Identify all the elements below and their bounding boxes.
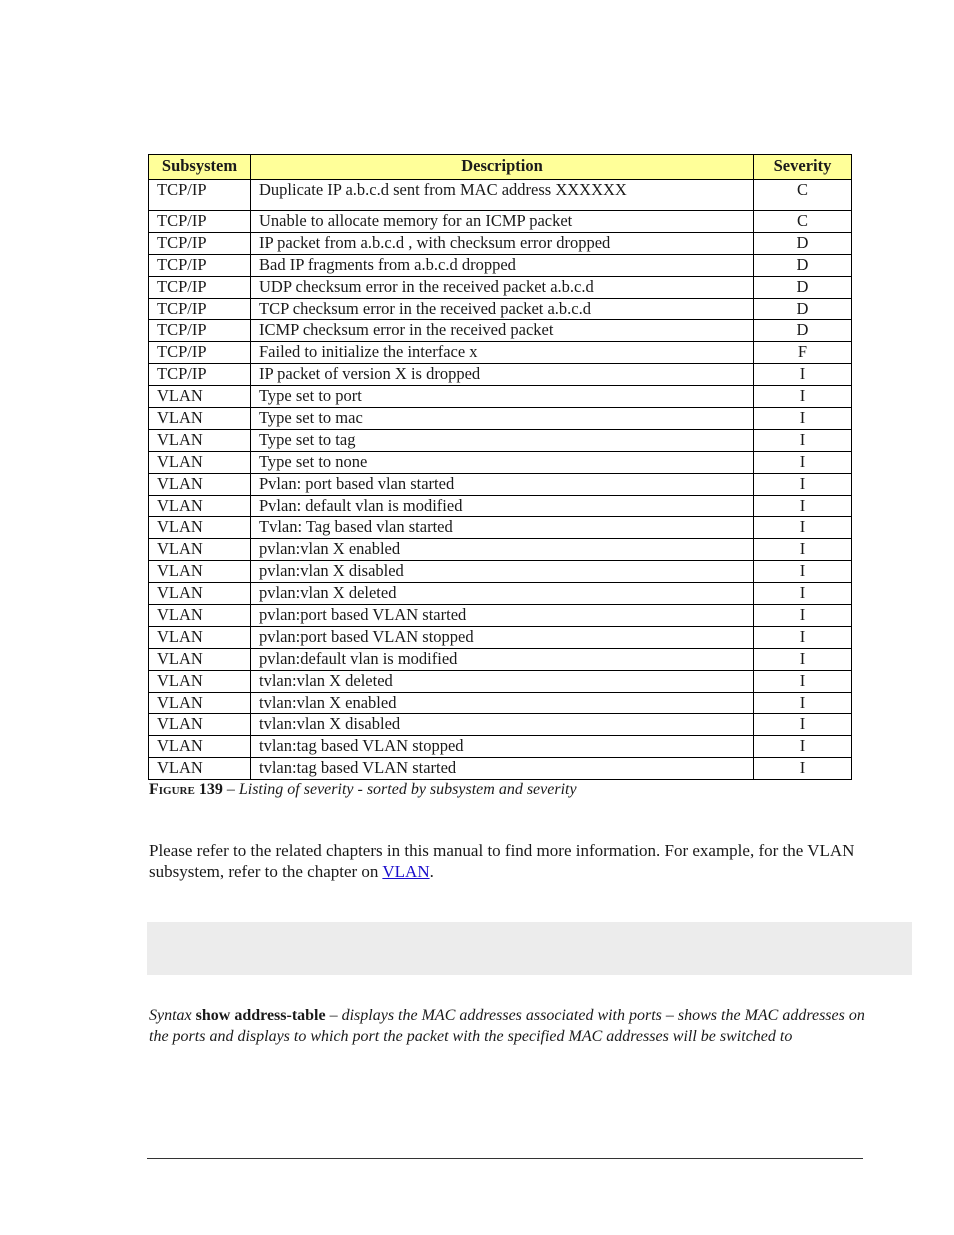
- cell-subsystem: TCP/IP: [149, 342, 251, 364]
- table-row: [149, 648, 852, 670]
- vlan-chapter-link[interactable]: VLAN: [382, 862, 430, 881]
- cell-description: Failed to initialize the interface x: [251, 342, 754, 364]
- cell-description: UDP checksum error in the received packet a.b.c.d: [251, 276, 754, 298]
- table-body: [149, 180, 852, 780]
- footer-rule: [147, 1158, 863, 1159]
- table-row: [149, 180, 852, 211]
- cell-subsystem: VLAN: [149, 495, 251, 517]
- header-severity: Severity: [754, 155, 852, 180]
- cell-subsystem: VLAN: [149, 429, 251, 451]
- table-row: [149, 626, 852, 648]
- cell-severity: I: [754, 714, 852, 736]
- cell-subsystem: VLAN: [149, 714, 251, 736]
- cell-description: TCP checksum error in the received packet a.b.c.d: [251, 298, 754, 320]
- syntax-paragraph: [149, 1005, 865, 1047]
- cell-description: IP packet of version X is dropped: [251, 364, 754, 386]
- cell-description: pvlan:port based VLAN started: [251, 605, 754, 627]
- table-row: [149, 539, 852, 561]
- cell-severity: I: [754, 670, 852, 692]
- cell-description: tvlan:vlan X deleted: [251, 670, 754, 692]
- cell-subsystem: TCP/IP: [149, 211, 251, 233]
- syntax-command: show address-table: [195, 1007, 326, 1024]
- command-heading-band: [147, 922, 912, 975]
- cell-description: Bad IP fragments from a.b.c.d dropped: [251, 254, 754, 276]
- cell-description: Type set to port: [251, 386, 754, 408]
- cell-description: Duplicate IP a.b.c.d sent from MAC address XXXXXX: [251, 180, 754, 211]
- cell-severity: I: [754, 561, 852, 583]
- cell-description: tvlan:tag based VLAN stopped: [251, 736, 754, 758]
- table-row: [149, 232, 852, 254]
- cell-subsystem: VLAN: [149, 473, 251, 495]
- cell-severity: I: [754, 626, 852, 648]
- cell-description: pvlan:port based VLAN stopped: [251, 626, 754, 648]
- cell-subsystem: VLAN: [149, 626, 251, 648]
- cell-description: pvlan:vlan X enabled: [251, 539, 754, 561]
- cell-subsystem: TCP/IP: [149, 232, 251, 254]
- cell-subsystem: VLAN: [149, 408, 251, 430]
- cell-subsystem: VLAN: [149, 539, 251, 561]
- table-header-row: [149, 155, 852, 180]
- cell-description: Unable to allocate memory for an ICMP packet: [251, 211, 754, 233]
- syntax-dash: –: [325, 1007, 342, 1024]
- cell-subsystem: VLAN: [149, 451, 251, 473]
- cell-severity: I: [754, 429, 852, 451]
- table-row: [149, 276, 852, 298]
- figure-text: Listing of severity - sorted by subsystem and severity: [238, 781, 577, 798]
- table-row: [149, 298, 852, 320]
- table-row: [149, 408, 852, 430]
- table-row: [149, 429, 852, 451]
- cell-severity: I: [754, 408, 852, 430]
- cell-subsystem: VLAN: [149, 648, 251, 670]
- table-row: [149, 517, 852, 539]
- cell-severity: D: [754, 276, 852, 298]
- cell-severity: I: [754, 736, 852, 758]
- cell-severity: I: [754, 539, 852, 561]
- cell-severity: I: [754, 386, 852, 408]
- cell-description: Type set to mac: [251, 408, 754, 430]
- table-row: [149, 320, 852, 342]
- refer-text-end: .: [429, 862, 434, 881]
- table-row: [149, 670, 852, 692]
- cell-severity: D: [754, 254, 852, 276]
- table-row: [149, 451, 852, 473]
- cell-subsystem: VLAN: [149, 386, 251, 408]
- header-subsystem: Subsystem: [149, 155, 251, 180]
- cell-subsystem: TCP/IP: [149, 180, 251, 211]
- cell-subsystem: VLAN: [149, 605, 251, 627]
- table-row: [149, 714, 852, 736]
- cell-description: IP packet from a.b.c.d , with checksum error dropped: [251, 232, 754, 254]
- cell-severity: F: [754, 342, 852, 364]
- cell-description: tvlan:vlan X enabled: [251, 692, 754, 714]
- table-row: [149, 605, 852, 627]
- cell-description: tvlan:vlan X disabled: [251, 714, 754, 736]
- table-row: [149, 254, 852, 276]
- cell-severity: C: [754, 211, 852, 233]
- cell-subsystem: VLAN: [149, 670, 251, 692]
- cell-severity: I: [754, 648, 852, 670]
- cell-subsystem: VLAN: [149, 517, 251, 539]
- table-row: [149, 736, 852, 758]
- cell-description: Type set to tag: [251, 429, 754, 451]
- cell-subsystem: VLAN: [149, 692, 251, 714]
- cell-description: Pvlan: port based vlan started: [251, 473, 754, 495]
- cell-severity: I: [754, 364, 852, 386]
- syntax-description: displays the MAC addresses associated with ports – shows the MAC addresses on the ports and displays to which port the packet with the specified MAC addresses will be switched to: [149, 1007, 865, 1045]
- table-row: [149, 473, 852, 495]
- table-row: [149, 211, 852, 233]
- cell-description: pvlan:vlan X disabled: [251, 561, 754, 583]
- syntax-label: Syntax: [149, 1007, 192, 1024]
- cell-description: Pvlan: default vlan is modified: [251, 495, 754, 517]
- cell-subsystem: VLAN: [149, 736, 251, 758]
- cell-subsystem: VLAN: [149, 561, 251, 583]
- figure-label: Figure 139: [149, 781, 223, 798]
- refer-text: Please refer to the related chapters in this manual to find more information. For example, for the VLAN subsystem, refer to the chapter on: [149, 841, 855, 881]
- cell-severity: I: [754, 583, 852, 605]
- severity-table: [148, 154, 852, 780]
- cell-subsystem: TCP/IP: [149, 254, 251, 276]
- cell-severity: I: [754, 758, 852, 780]
- cell-subsystem: VLAN: [149, 583, 251, 605]
- cell-subsystem: TCP/IP: [149, 276, 251, 298]
- cell-severity: I: [754, 495, 852, 517]
- cell-severity: D: [754, 232, 852, 254]
- cell-description: ICMP checksum error in the received packet: [251, 320, 754, 342]
- table-row: [149, 386, 852, 408]
- figure-caption: [149, 780, 577, 800]
- figure-separator: –: [222, 781, 239, 798]
- cell-description: Tvlan: Tag based vlan started: [251, 517, 754, 539]
- cell-subsystem: TCP/IP: [149, 298, 251, 320]
- table-row: [149, 495, 852, 517]
- cell-description: pvlan:vlan X deleted: [251, 583, 754, 605]
- table-row: [149, 692, 852, 714]
- cell-description: Type set to none: [251, 451, 754, 473]
- table-row: [149, 583, 852, 605]
- table-row: [149, 758, 852, 780]
- cell-subsystem: TCP/IP: [149, 320, 251, 342]
- cell-subsystem: VLAN: [149, 758, 251, 780]
- cell-severity: I: [754, 517, 852, 539]
- table-row: [149, 364, 852, 386]
- table-row: [149, 342, 852, 364]
- cell-description: pvlan:default vlan is modified: [251, 648, 754, 670]
- cell-severity: I: [754, 451, 852, 473]
- cell-severity: I: [754, 605, 852, 627]
- cell-severity: D: [754, 320, 852, 342]
- cell-severity: C: [754, 180, 852, 211]
- header-description: Description: [251, 155, 754, 180]
- cell-description: tvlan:tag based VLAN started: [251, 758, 754, 780]
- cell-severity: D: [754, 298, 852, 320]
- cell-subsystem: TCP/IP: [149, 364, 251, 386]
- cell-severity: I: [754, 692, 852, 714]
- cell-severity: I: [754, 473, 852, 495]
- table-row: [149, 561, 852, 583]
- refer-paragraph: [149, 840, 865, 882]
